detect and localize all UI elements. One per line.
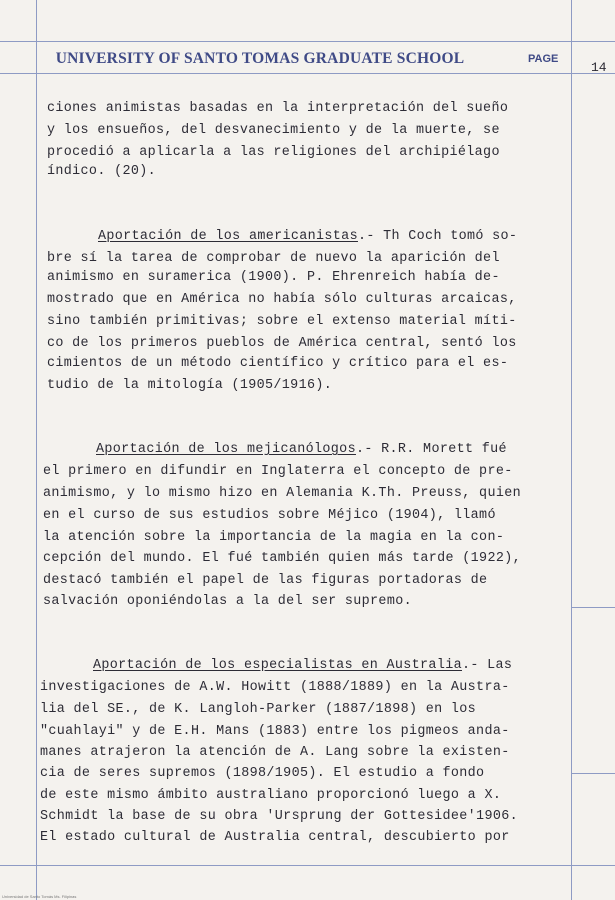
section-first-line xyxy=(93,658,512,673)
left-margin-rule xyxy=(36,0,37,900)
text-line: el primero en difundir en Inglaterra el concepto de pre- xyxy=(43,464,513,479)
margin-tick-1 xyxy=(572,607,615,608)
text-line: sino también primitivas; sobre el extenso material míti- xyxy=(47,314,517,329)
text-line: salvación oponiéndolas a la del ser supremo. xyxy=(43,594,412,609)
header-title: UNIVERSITY OF SANTO TOMAS GRADUATE SCHOOL xyxy=(55,50,465,67)
text-line: investigaciones de A.W. Howitt (1888/1889) en la Austra- xyxy=(40,680,510,695)
text-line: la atención sobre la importancia de la magia en la con- xyxy=(43,530,505,545)
section-first-line xyxy=(98,229,517,244)
text-line: cia de seres supremos (1898/1905). El estudio a fondo xyxy=(40,766,485,781)
text-line: co de los primeros pueblos de América central, sentó los xyxy=(47,336,517,351)
text-line: ciones animistas basadas en la interpretación del sueño xyxy=(47,101,509,116)
text-line: y los ensueños, del desvanecimiento y de la muerte, se xyxy=(47,123,500,138)
page-label: PAGE xyxy=(528,53,559,65)
text-line: animismo, y lo mismo hizo en Alemania K.Th. Preuss, quien xyxy=(43,486,521,501)
header-top-rule xyxy=(0,41,615,42)
section-first-line xyxy=(96,442,507,457)
section-heading-rest: .- Th Coch tomó so- xyxy=(357,229,518,244)
text-line: cimientos de un método científico y crítico para el es- xyxy=(47,356,509,371)
text-line: animismo en suramerica (1900). P. Ehrenreich había de- xyxy=(47,270,500,285)
text-line: procedió a aplicarla a las religiones del archipiélago xyxy=(47,145,500,160)
section-heading-rest: .- R.R. Morett fué xyxy=(355,442,507,457)
text-line: en el curso de sus estudios sobre Méjico (1904), llamó xyxy=(43,508,496,523)
text-line: de este mismo ámbito australiano proporcionó luego a X. xyxy=(40,788,502,803)
section-heading-rest: .- Las xyxy=(461,658,513,673)
section-heading: Aportación de los americanistas xyxy=(98,229,358,244)
footer-credit: Universidad de Santo Tomás Ms. Filipinas xyxy=(2,894,77,899)
text-line: tudio de la mitología (1905/1916). xyxy=(47,378,333,393)
page-number: 14 xyxy=(591,60,607,75)
text-line: Schmidt la base de su obra 'Ursprung der Gottesidee'1906. xyxy=(40,809,518,824)
text-line: bre sí la tarea de comprobar de nuevo la aparición del xyxy=(47,251,500,266)
text-line: mostrado que en América no había sólo culturas arcaicas, xyxy=(47,292,517,307)
text-line: "cuahlayi" y de E.H. Mans (1883) entre los pigmeos anda- xyxy=(40,724,510,739)
text-line: cepción del mundo. El fué también quien más tarde (1922), xyxy=(43,551,521,566)
text-line: lia del SE., de K. Langloh-Parker (1887/1898) en los xyxy=(40,702,477,717)
margin-tick-2 xyxy=(572,773,615,774)
text-line: índico. (20). xyxy=(47,164,157,179)
section-heading: Aportación de los especialistas en Australia xyxy=(93,658,462,673)
section-heading: Aportación de los mejicanólogos xyxy=(96,442,356,457)
text-line: destacó también el papel de las figuras portadoras de xyxy=(43,573,488,588)
text-line: El estado cultural de Australia central, descubierto por xyxy=(40,830,510,845)
footer-rule xyxy=(0,865,615,866)
text-line: manes atrajeron la atención de A. Lang sobre la existen- xyxy=(40,745,510,760)
header-bottom-rule xyxy=(0,73,615,74)
right-margin-rule xyxy=(571,0,572,900)
